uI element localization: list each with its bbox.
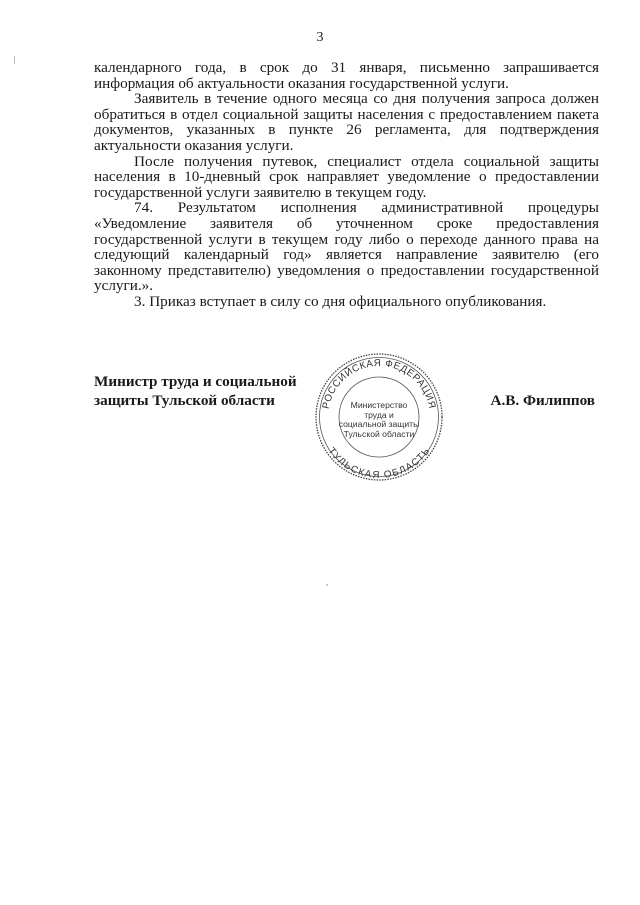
scan-speck [326, 584, 328, 586]
signatory-title [94, 372, 297, 410]
paragraph-2: Заявитель в течение одного месяца со дня получения запроса должен обратиться в отдел социальной защиты населения с предоставлением пакета документов, указанных в пункте 26 регламента, для подтверждения актуальности оказания услуги. [94, 90, 599, 154]
seal-inner-line-1: Министерство [350, 400, 408, 410]
seal-inner-line-4: Тульской области [343, 428, 415, 439]
paragraph-5: 3. Приказ вступает в силу со дня официального опубликования. [134, 292, 547, 310]
seal-outer-text-bottom: ТУЛЬСКАЯ ОБЛАСТЬ [325, 446, 433, 482]
seal-outer-text-top: РОССИЙСКАЯ ФЕДЕРАЦИЯ [320, 357, 438, 410]
paragraph-3: После получения путевок, специалист отдела социальной защиты населения в 10-дневный срок направляет уведомление о предоставлении государственной услуги заявителю в текущем году. [94, 152, 599, 201]
signatory-name: А.В. Филиппов [490, 392, 595, 409]
document-body [94, 60, 599, 310]
paragraph-1: календарного года, в срок до 31 января, письменно запрашивается информация об актуальности оказания государственной услуги. [94, 59, 599, 92]
seal-inner-text [312, 401, 446, 439]
signatory-title-line-2: защиты Тульской области [94, 392, 275, 409]
scan-edge-mark [14, 56, 15, 64]
seal-inner-line-3: социальной защиты [338, 419, 420, 430]
paragraph-4: 74. Результатом исполнения административной процедуры «Уведомление заявителя об уточненном сроке предоставления государственной услуги в текущем году либо о переходе данного права на следующий календарный год» является направление заявителю (его законному представителю) уведомления о предоставлении государственной услуги.». [94, 199, 599, 295]
official-seal [312, 350, 446, 484]
page-number: 3 [316, 30, 324, 45]
seal-inner-line-2: труда и [364, 409, 394, 420]
signatory-title-line-1: Министр труда и социальной [94, 373, 297, 390]
